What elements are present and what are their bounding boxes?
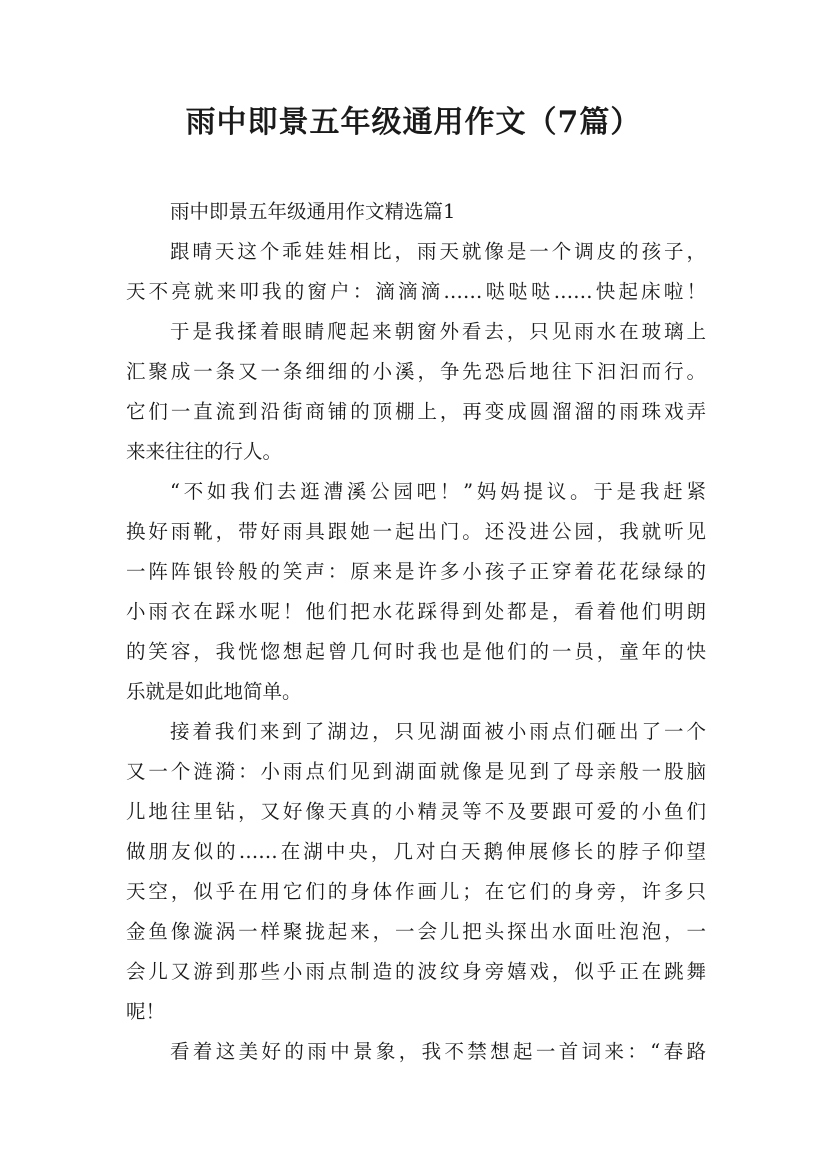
paragraph-line: 于是我揉着眼睛爬起来朝窗外看去，只见雨水在玻璃上: [170, 320, 706, 343]
paragraph-line: 天不亮就来叩我的窗户：滴滴滴……哒哒哒……快起床啦！: [126, 280, 706, 303]
paragraph-line: 会儿又游到那些小雨点制造的波纹身旁嬉戏，似乎正在跳舞: [126, 960, 706, 983]
article-body: [126, 192, 706, 1072]
paragraph-line: “不如我们去逛漕溪公园吧！”妈妈提议。于是我赶紧: [170, 480, 706, 503]
paragraph-line: 接着我们来到了湖边，只见湖面被小雨点们砸出了一个: [170, 720, 706, 743]
paragraph-line: 跟晴天这个乖娃娃相比，雨天就像是一个调皮的孩子，: [170, 240, 706, 263]
paragraph-line: 汇聚成一条又一条细细的小溪，争先恐后地往下汩汩而行。: [126, 360, 706, 383]
paragraph-line: 换好雨靴，带好雨具跟她一起出门。还没进公园，我就听见: [126, 520, 706, 543]
paragraph-line: 儿地往里钻，又好像天真的小精灵等不及要跟可爱的小鱼们: [126, 800, 706, 823]
paragraph-line: 又一个涟漪：小雨点们见到湖面就像是见到了母亲般一股脑: [126, 760, 706, 783]
section-heading: 雨中即景五年级通用作文精选篇1: [170, 200, 456, 223]
paragraph-line: 乐就是如此地简单。: [126, 680, 302, 703]
paragraph-line: 看着这美好的雨中景象，我不禁想起一首词来：“春路: [170, 1040, 706, 1063]
paragraph-line: 小雨衣在踩水呢！他们把水花踩得到处都是，看着他们明朗: [126, 600, 706, 623]
paragraph-line: 它们一直流到沿街商铺的顶棚上，再变成圆溜溜的雨珠戏弄: [126, 400, 706, 423]
paragraph-line: 一阵阵银铃般的笑声：原来是许多小孩子正穿着花花绿绿的: [126, 560, 706, 583]
paragraph-line: 天空，似乎在用它们的身体作画儿；在它们的身旁，许多只: [126, 880, 706, 903]
paragraph-line: 的笑容，我恍惚想起曾几何时我也是他们的一员，童年的快: [126, 640, 706, 663]
paragraph-line: 做朋友似的……在湖中央，几对白天鹅伸展修长的脖子仰望: [126, 840, 706, 863]
document-title: 雨中即景五年级通用作文（7篇）: [185, 105, 642, 140]
paragraph-line: 呢！: [126, 1000, 166, 1023]
paragraph-line: 来来往往的行人。: [126, 440, 283, 463]
paragraph-line: 金鱼像漩涡一样聚拢起来，一会儿把头探出水面吐泡泡，一: [126, 920, 706, 943]
